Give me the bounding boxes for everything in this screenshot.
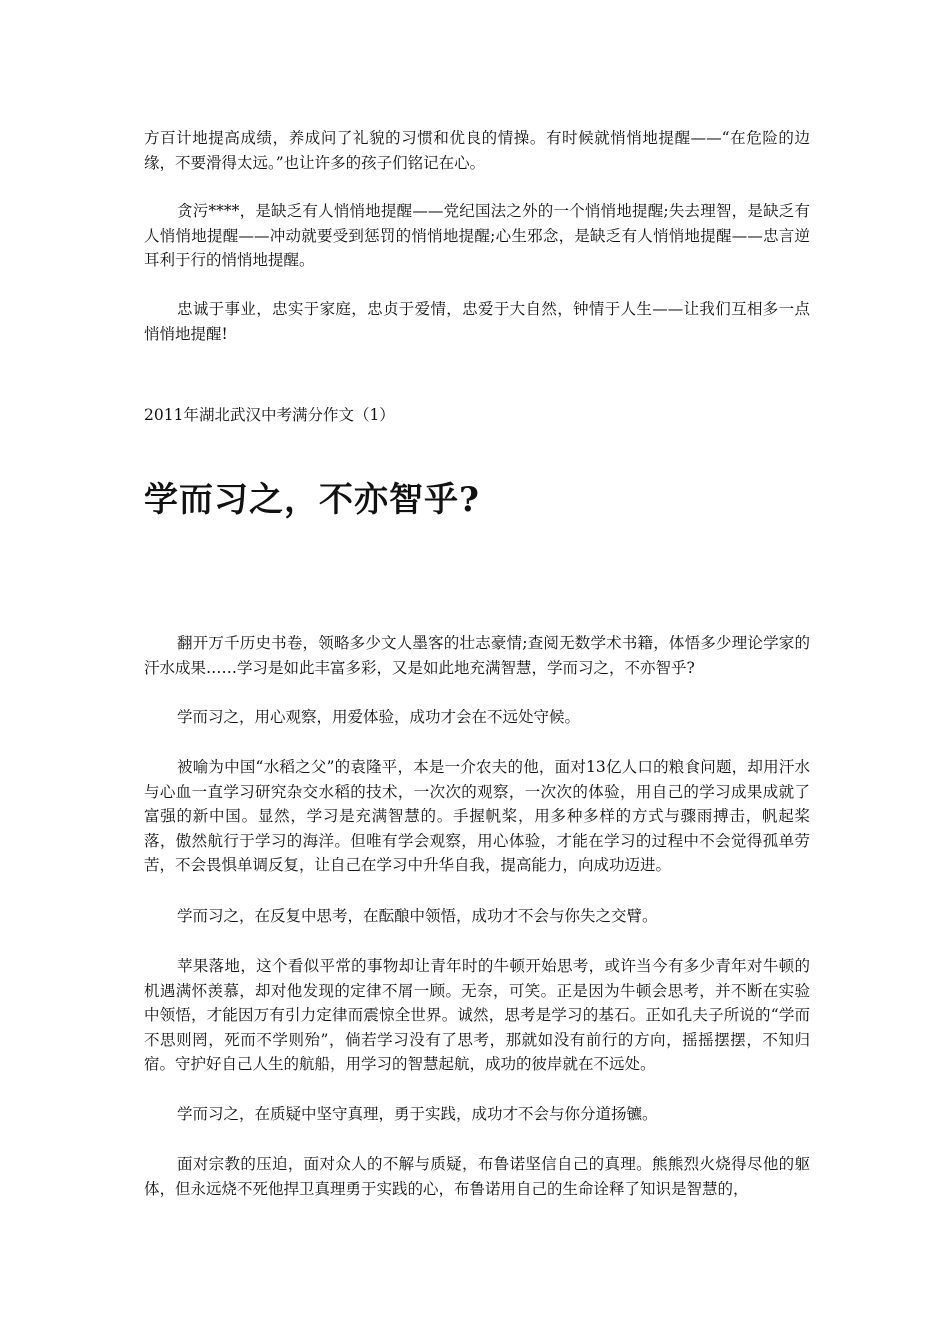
paragraph: 被喻为中国“水稻之父”的袁隆平，本是一介农夫的他，面对13亿人口的粮食问题，却用汗水与心血一直学习研究杂交水稻的技术，一次次的观察，一次次的体验，用自己的学习成果成就了富强的新中国。显然，学习是充满智慧的。手握帆桨，用多种多样的方式与骤雨搏击，帆起桨落，傲然航行于学习的海洋。但唯有学会观察，用心体验，才能在学习的过程中不会觉得孤单劳苦，不会畏惧单调反复，让自己在学习中升华自我，提高能力，向成功迈进。	[144, 758, 810, 874]
paragraph: 学而习之，用心观察，用爱体验，成功才会在不远处守候。	[177, 708, 581, 726]
paragraph: 翻开万千历史书卷，领略多少文人墨客的壮志豪情;查阅无数学术书籍，体悟多少理论学家的汗水成果……学习是如此丰富多彩，又是如此地充满智慧，学而习之，不亦智乎?	[144, 634, 810, 677]
paragraph: 忠诚于事业，忠实于家庭，忠贞于爱情，忠爱于大自然，钟情于人生——让我们互相多一点悄悄地提醒!	[144, 300, 810, 343]
paragraph-continued: 方百计地提高成绩，养成问了礼貌的习惯和优良的情操。有时候就悄悄地提醒——“在危险的边缘，不要滑得太远。”也让许多的孩子们铭记在心。	[144, 129, 810, 172]
essay-subtitle: 2011年湖北武汉中考满分作文（1）	[144, 406, 395, 424]
paragraph: 面对宗教的压迫，面对众人的不解与质疑，布鲁诺坚信自己的真理。熊熊烈火烧得尽他的躯体，但永远烧不死他捍卫真理勇于实践的心，布鲁诺用自己的生命诠释了知识是智慧的，	[144, 1155, 810, 1198]
essay-title: 学而习之，不亦智乎?	[144, 480, 480, 520]
paragraph: 苹果落地，这个看似平常的事物却让青年时的牛顿开始思考，或许当今有多少青年对牛顿的机遇满怀羡慕，却对他发现的定律不屑一顾。无奈，可笑。正是因为牛顿会思考，并不断在实验中领悟，才能因万有引力定律而震惊全世界。诚然，思考是学习的基石。正如孔夫子所说的“学而不思则罔，死而不学则殆”，倘若学习没有了思考，那就如没有前行的方向，摇摇摆摆，不知归宿。守护好自己人生的航船，用学习的智慧起航，成功的彼岸就在不远处。	[144, 957, 810, 1073]
paragraph: 学而习之，在反复中思考，在酝酿中领悟，成功才不会与你失之交臂。	[177, 907, 658, 925]
paragraph: 学而习之，在质疑中坚守真理，勇于实践，成功才不会与你分道扬镳。	[177, 1105, 658, 1123]
paragraph: 贪污****，是缺乏有人悄悄地提醒——党纪国法之外的一个悄悄地提醒;失去理智，是缺乏有人悄悄地提醒——冲动就要受到惩罚的悄悄地提醒;心生邪念，是缺乏有人悄悄地提醒——忠言逆耳利于行的悄悄地提醒。	[144, 202, 810, 269]
